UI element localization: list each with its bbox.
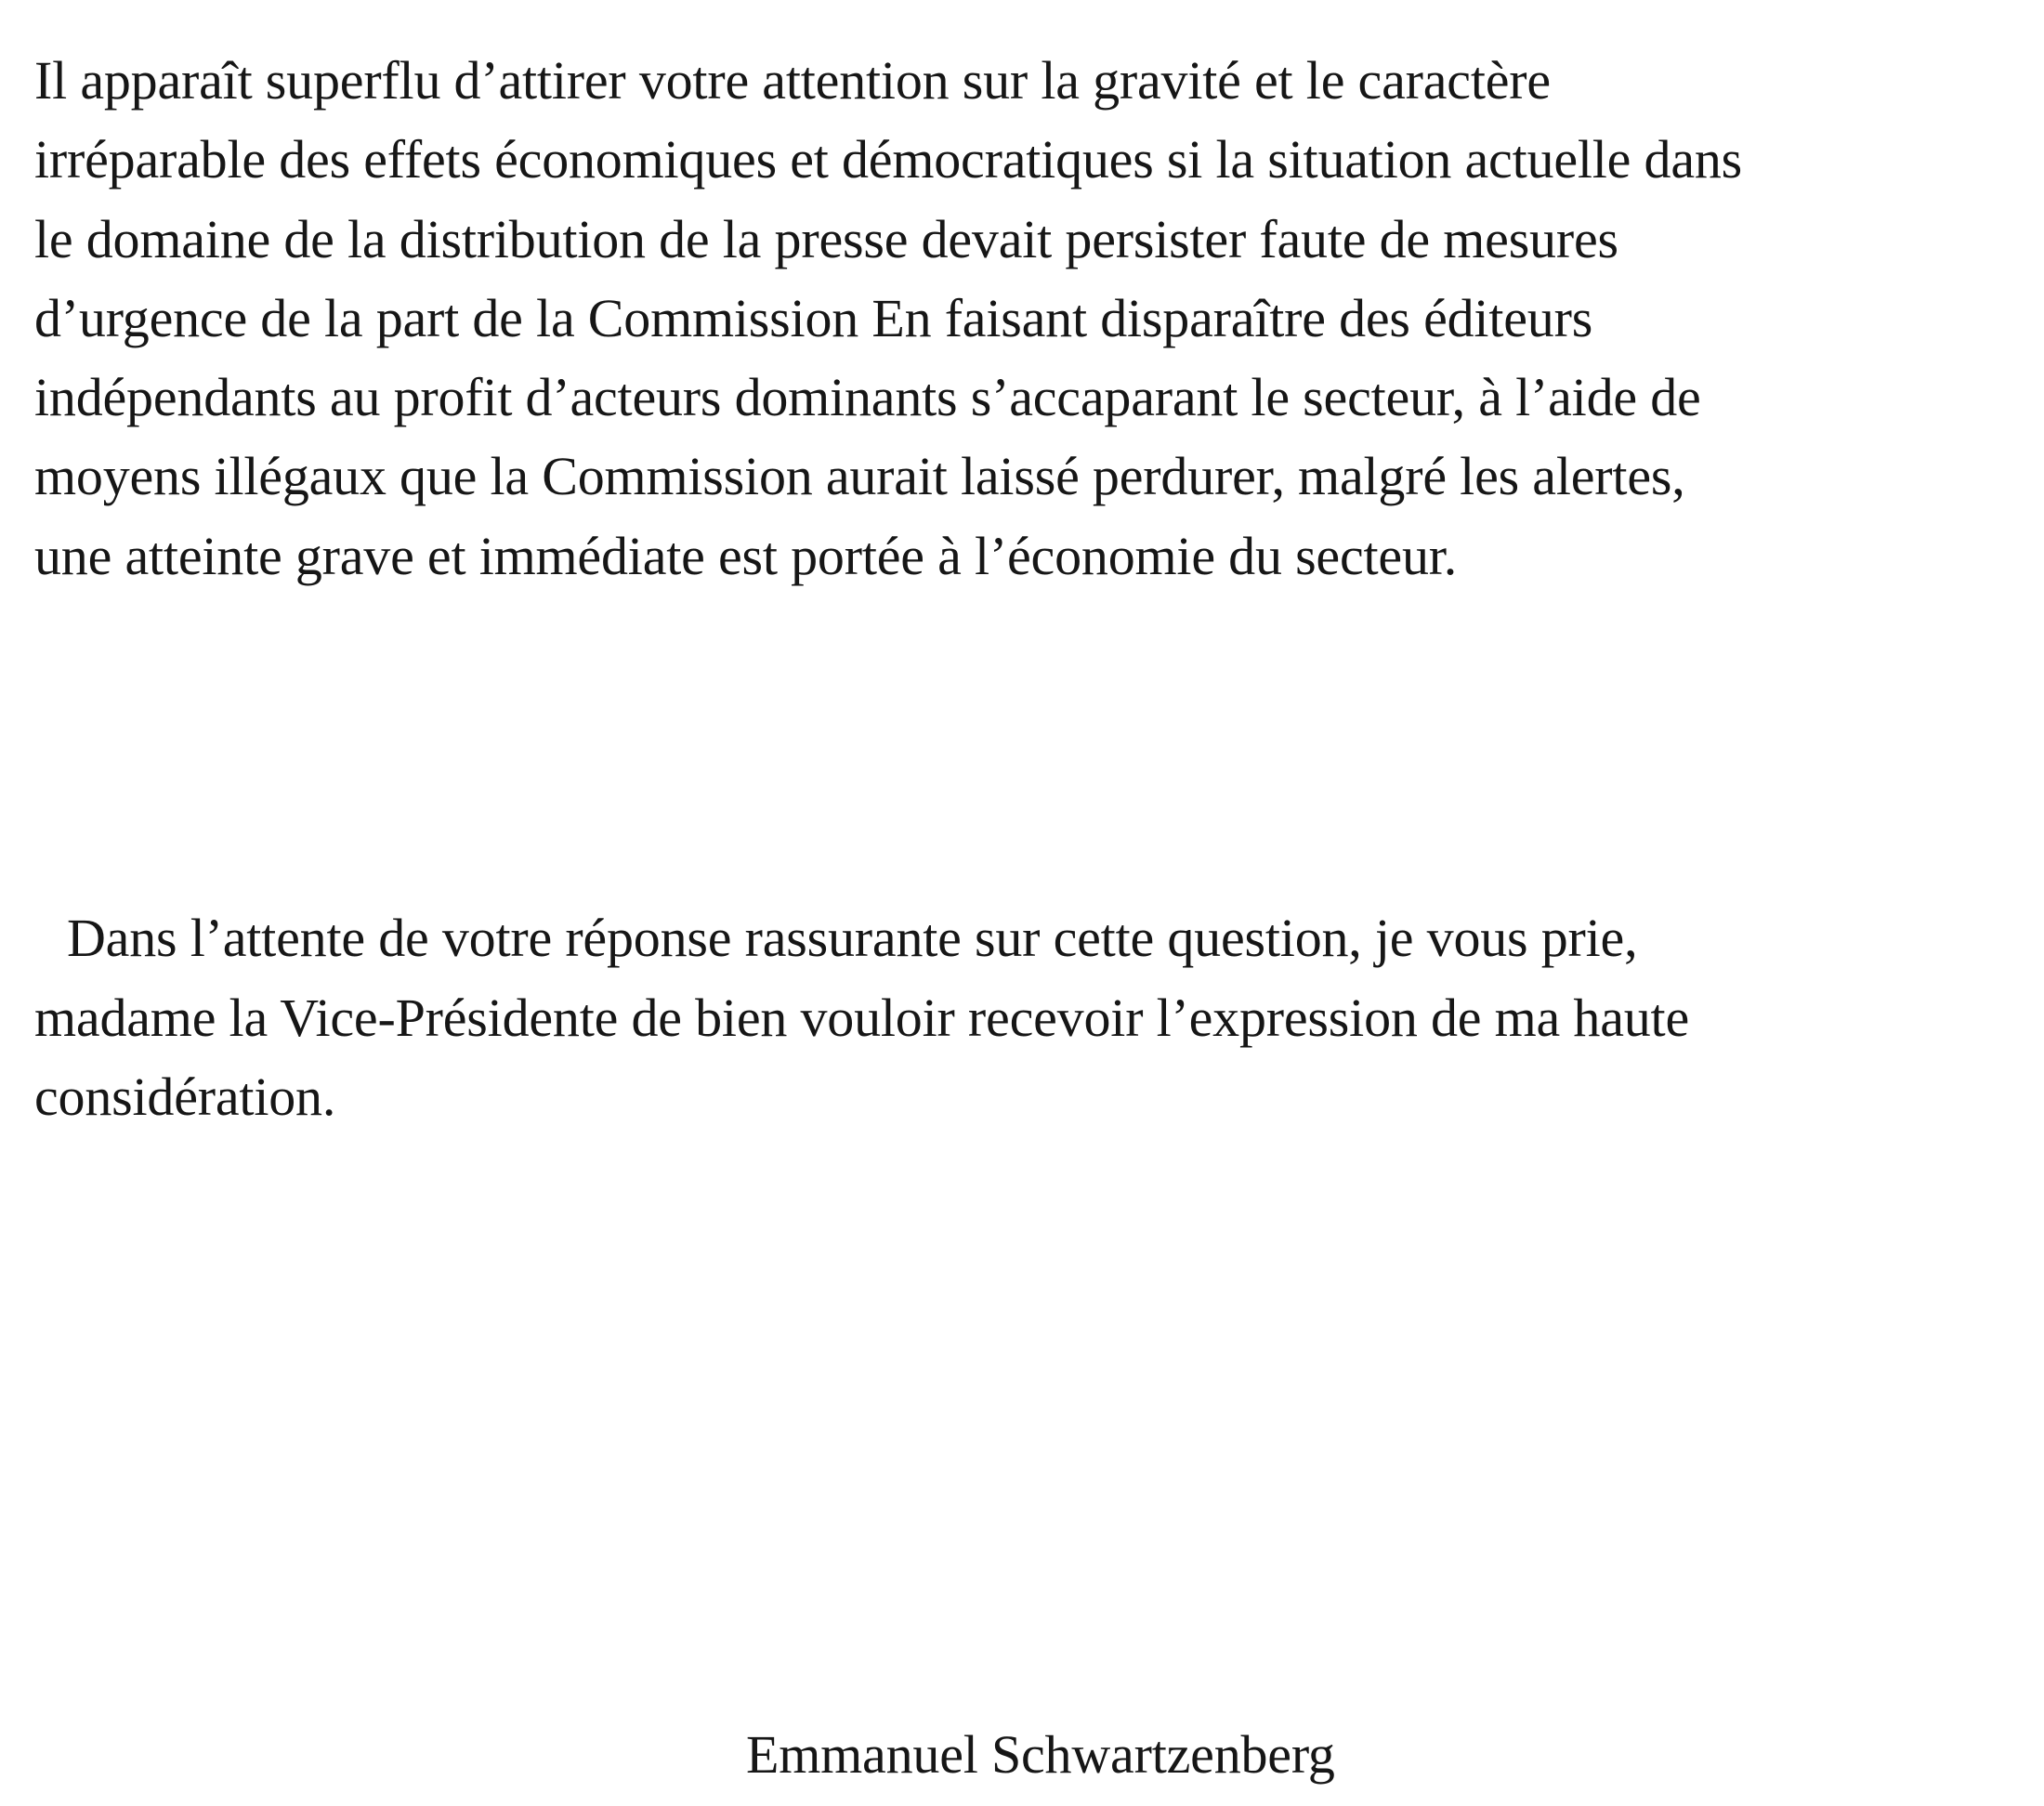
paragraph-1-line-5: indépendants au profit d’acteurs dominants s’accaparant le secteur, à l’aide de: [34, 367, 1701, 427]
signature-name: Emmanuel Schwartzenberg: [746, 1724, 1335, 1785]
paragraph-2-line-3: considération.: [34, 1067, 336, 1127]
paragraph-1-line-4: d’urgence de la part de la Commission En faisant disparaître des éditeurs: [34, 288, 1593, 348]
paragraph-1-line-1: Il apparaît superflu d’attirer votre attention sur la gravité et le caractère: [34, 50, 1551, 111]
paragraph-2-line-2: madame la Vice-Présidente de bien vouloir recevoir l’expression de ma haute: [34, 988, 1689, 1048]
paragraph-1-line-3: le domaine de la distribution de la presse devait persister faute de mesures: [34, 209, 1618, 269]
paragraph-2-line-1: Dans l’attente de votre réponse rassurante sur cette question, je vous prie,: [67, 908, 1638, 968]
paragraph-1-line-6: moyens illégaux que la Commission aurait laissé perdurer, malgré les alertes,: [34, 446, 1685, 506]
paragraph-1-line-2: irréparable des effets économiques et démocratiques si la situation actuelle dans: [34, 129, 1743, 190]
paragraph-1-line-7: une atteinte grave et immédiate est portée à l’économie du secteur.: [34, 526, 1457, 586]
